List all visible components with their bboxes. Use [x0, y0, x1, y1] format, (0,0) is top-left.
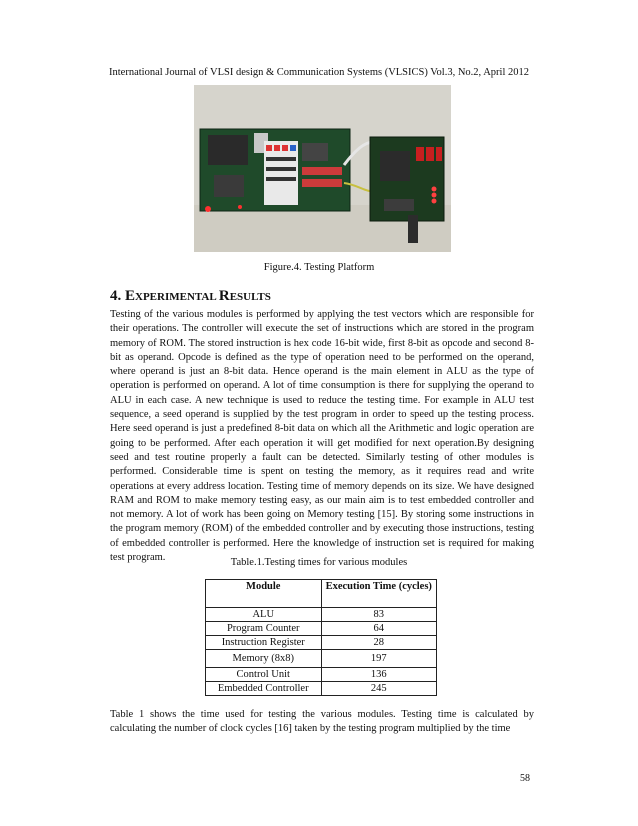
module-cell: ALU [206, 608, 322, 622]
module-cell: Memory (8x8) [206, 650, 322, 668]
cycles-cell: 136 [321, 668, 437, 682]
table-row [206, 650, 437, 668]
testing-times-table [205, 579, 437, 696]
table-row [206, 682, 437, 696]
page-number: 58 [520, 773, 530, 784]
table-row [206, 668, 437, 682]
table-header-row [206, 580, 437, 608]
table-row [206, 622, 437, 636]
section-heading: 4. EXPERIMENTAL RESULTS [110, 288, 271, 304]
cycles-cell: 245 [321, 682, 437, 696]
module-cell: Program Counter [206, 622, 322, 636]
body-paragraph-2: Table 1 shows the time used for testing the various modules. Testing time is calculated by calculating the number of clock cycles [16] taken by the testing program multiplied by the time [110, 709, 534, 735]
column-header-execution-time: Execution Time (cycles) [321, 580, 437, 608]
board-illustration [194, 85, 451, 252]
cycles-cell: 28 [321, 636, 437, 650]
testing-platform-photo [194, 85, 451, 252]
cycles-cell: 197 [321, 650, 437, 668]
cycles-cell: 83 [321, 608, 437, 622]
module-cell: Instruction Register [206, 636, 322, 650]
module-cell: Embedded Controller [206, 682, 322, 696]
table-caption: Table.1.Testing times for various modules [230, 557, 408, 568]
body-paragraph-1: Testing of the various modules is performed by applying the test vectors which are responsible for their operations. The controller will execute the set of instructions which are stored in the program memory of ROM. The stored instruction is hex code 16-bit wide, first 8-bit as opcode and second 8-bit as operand. Opcode is defined as the type of operation need to be performed on the operand, where operand is just an 8-bit data. Hence operand is the main element in ALU as the type of operation is performed on operand. A lot of time consumption is there for supplying the operand to ALU in each case. A new technique is used to reduce the testing time. For example in ALU test sequence, a seed operand is supplied by the test program in order to speed up the testing process. Here seed operand is just a predefined 8-bit data on which all the Arithmetic and logic operation are going to be performed. After each operation it will get modified for next operation.By designing seed and test routine properly a fault can be detected. Similarly testing of other modules is performed. Considerable time is spent on testing the memory, as it requires read and write operations at every address location. Testing time of memory depends on its size. We have designed RAM and ROM to make memory testing easy, as our main aim is to test embedded controller and not memory. A lot of work has been going on Memory testing [15]. By storing some instructions in the program memory (ROM) of the embedded controller and by executing those instructions, testing of embedded controller is performed. Here the knowledge of instruction set is required for making test program. [110, 309, 534, 564]
figure-caption: Figure.4. Testing Platform [263, 262, 375, 273]
table-row [206, 636, 437, 650]
module-cell: Control Unit [206, 668, 322, 682]
table-row [206, 608, 437, 622]
cycles-cell: 64 [321, 622, 437, 636]
column-header-module: Module [206, 580, 322, 608]
running-header: International Journal of VLSI design & Communication Systems (VLSICS) Vol.3, No.2, April 2012 [109, 67, 529, 78]
